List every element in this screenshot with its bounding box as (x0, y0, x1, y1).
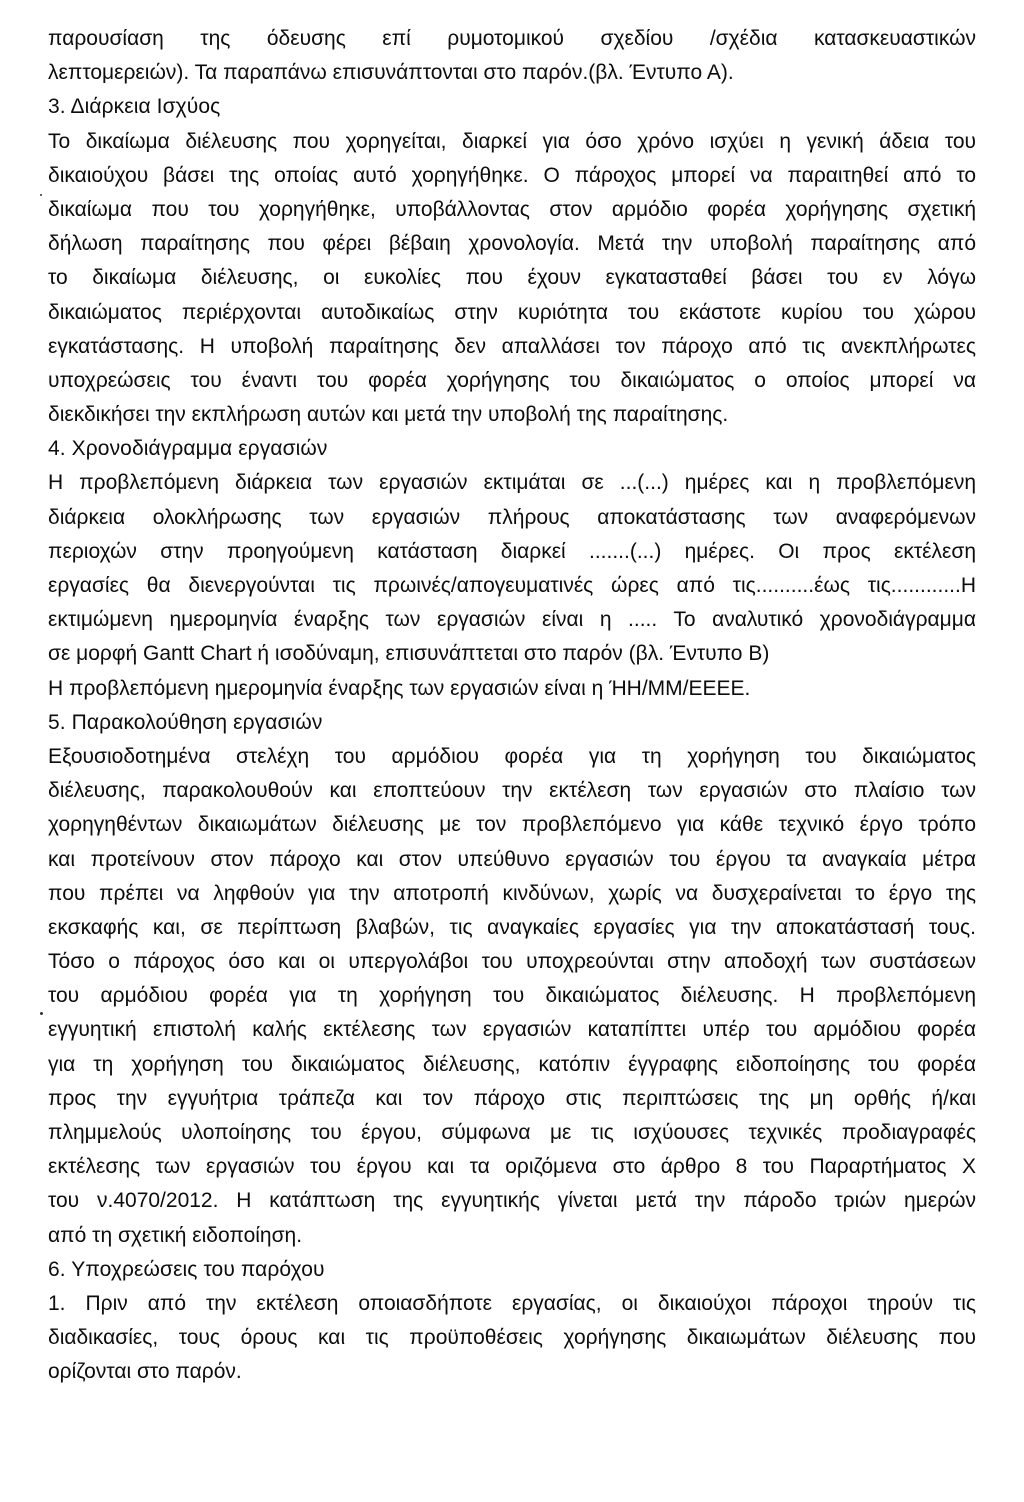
section-provider-obligations (48, 1253, 976, 1390)
paragraph-line: Η προβλεπόμενη ημερομηνία έναρξης των εργασιών είναι η ΉΗ/ΜΜ/ΕΕΕΕ. (48, 676, 751, 700)
scan-speck (40, 1012, 43, 1015)
paragraph-line: για τη χορήγηση του δικαιώματος διέλευσης, κατόπιν έγγραφης ειδοποίησης του φορέα (48, 1052, 976, 1076)
paragraph-line: του αρμόδιου φορέα για τη χορήγηση του δικαιώματος διέλευσης. Η προβλεπόμενη (48, 984, 976, 1008)
paragraph-line: υποχρεώσεις του έναντι του φορέα χορήγησης του δικαιώματος ο οποίος μπορεί να (48, 368, 976, 392)
paragraph-line: περιοχών στην προηγούμενη κατάσταση διαρκεί .......(...) ημέρες. Οι προς εκτέλεση (48, 539, 976, 563)
paragraph-line: Η προβλεπόμενη διάρκεια των εργασιών εκτιμάται σε ...(...) ημέρες και η προβλεπόμενη (48, 471, 976, 495)
paragraph-line: 1. Πριν από την εκτέλεση οποιασδήποτε εργασίας, οι δικαιούχοι πάροχοι τηρούν τις (48, 1291, 976, 1315)
section-heading: 5. Παρακολούθηση εργασιών (48, 710, 323, 734)
paragraph-line: και προτείνουν στον πάροχο και στον υπεύθυνο εργασιών του έργου τα αναγκαία μέτρα (48, 847, 976, 871)
paragraph-line: του ν.4070/2012. Η κατάπτωση της εγγυητικής γίνεται μετά την πάροδο τριών ημερών (48, 1189, 976, 1213)
paragraph-line: εκτιμώμενη ημερομηνία έναρξης των εργασιών είναι η ..... Το αναλυτικό χρονοδιάγραμμα (48, 608, 976, 632)
scan-speck (40, 194, 42, 196)
section-duration (48, 90, 976, 432)
paragraph-line: εγγυητική επιστολή καλής εκτέλεσης των εργασιών καταπίπτει υπέρ του αρμόδιου φορέα (48, 1018, 976, 1042)
section-schedule (48, 432, 976, 706)
paragraph-line: δικαιούχου βάσει της οποίας αυτό χορηγήθηκε. Ο πάροχος μπορεί να παραιτηθεί από το (48, 163, 976, 187)
intro-paragraph (48, 22, 976, 90)
paragraph-line: από τη σχετική ειδοποίηση. (48, 1223, 303, 1247)
paragraph-line: διάρκεια ολοκλήρωσης των εργασιών πλήρους αποκατάστασης των αναφερόμενων (48, 505, 976, 529)
paragraph-line: Τόσο ο πάροχος όσο και οι υπεργολάβοι του υποχρεούνται στην αποδοχή των συστάσεων (48, 950, 976, 974)
paragraph-line: διέλευσης, παρακολουθούν και εποπτεύουν την εκτέλεση των εργασιών στο πλαίσιο των (48, 779, 976, 803)
paragraph-line: δικαιώματος περιέρχονται αυτοδικαίως στην κυριότητα του εκάστοτε κυρίου του χώρου (48, 300, 976, 324)
section-monitoring (48, 706, 976, 1253)
paragraph-line: δικαίωμα που του χορηγήθηκε, υποβάλλοντας στον αρμόδιο φορέα χορήγησης σχετική (48, 197, 976, 221)
paragraph-line: εκσκαφής και, σε περίπτωση βλαβών, τις αναγκαίες εργασίες για την αποκατάστασή τους. (48, 915, 976, 939)
section-heading: 3. Διάρκεια Ισχύος (48, 95, 221, 119)
paragraph-line: χορηγηθέντων δικαιωμάτων διέλευσης με τον προβλεπόμενο για κάθε τεχνικό έργο τρόπο (48, 813, 976, 837)
paragraph-line: διαδικασίες, τους όρους και τις προϋποθέσεις χορήγησης δικαιωμάτων διέλευσης που (48, 1326, 976, 1350)
paragraph-line: δήλωση παραίτησης που φέρει βέβαιη χρονολογία. Μετά την υποβολή παραίτησης από (48, 232, 976, 256)
paragraph-line: διεκδικήσει την εκπλήρωση αυτών και μετά την υποβολή της παραίτησης. (48, 403, 729, 427)
section-heading: 4. Χρονοδιάγραμμα εργασιών (48, 437, 328, 461)
paragraph-line: το δικαίωμα διέλευσης, οι ευκολίες που έχουν εγκατασταθεί βάσει του εν λόγω (48, 266, 976, 290)
intro-line: παρουσίαση της όδευσης επί ρυμοτομικού σχεδίου /σχέδια κατασκευαστικών (48, 27, 976, 50)
paragraph-line: εργασίες θα διενεργούνται τις πρωινές/απογευματινές ώρες από τις..........έως τις............Η (48, 574, 976, 597)
section-heading: 6. Υποχρεώσεις του παρόχου (48, 1257, 325, 1281)
paragraph-line: Το δικαίωμα διέλευσης που χορηγείται, διαρκεί για όσο χρόνο ισχύει η γενική άδεια του (48, 129, 976, 153)
paragraph-line: σε μορφή Gantt Chart ή ισοδύναμη, επισυνάπτεται στο παρόν (βλ. Έντυπο Β) (48, 642, 770, 666)
paragraph-line: προς την εγγυήτρια τράπεζα και τον πάροχο στις περιπτώσεις της μη ορθής ή/και (48, 1086, 976, 1110)
paragraph-line: πλημμελούς υλοποίησης του έργου, σύμφωνα με τις ισχύουσες τεχνικές προδιαγραφές (48, 1121, 976, 1144)
paragraph-line: που πρέπει να ληφθούν για την αποτροπή κινδύνων, χωρίς να δυσχεραίνεται το έργο της (48, 881, 976, 905)
paragraph-line: ορίζονται στο παρόν. (48, 1360, 242, 1384)
paragraph-line: εγκατάστασης. Η υποβολή παραίτησης δεν απαλλάσει τον πάροχο από τις ανεκπλήρωτες (48, 334, 976, 358)
paragraph-line: Εξουσιοδοτημένα στελέχη του αρμόδιου φορέα για τη χορήγηση του δικαιώματος (48, 744, 976, 768)
paragraph-line: εκτέλεσης των εργασιών του έργου και τα οριζόμενα στο άρθρο 8 του Παραρτήματος Χ (48, 1155, 976, 1179)
intro-line: λεπτομερειών). Τα παραπάνω επισυνάπτονται στο παρόν.(βλ. Έντυπο Α). (48, 61, 734, 85)
